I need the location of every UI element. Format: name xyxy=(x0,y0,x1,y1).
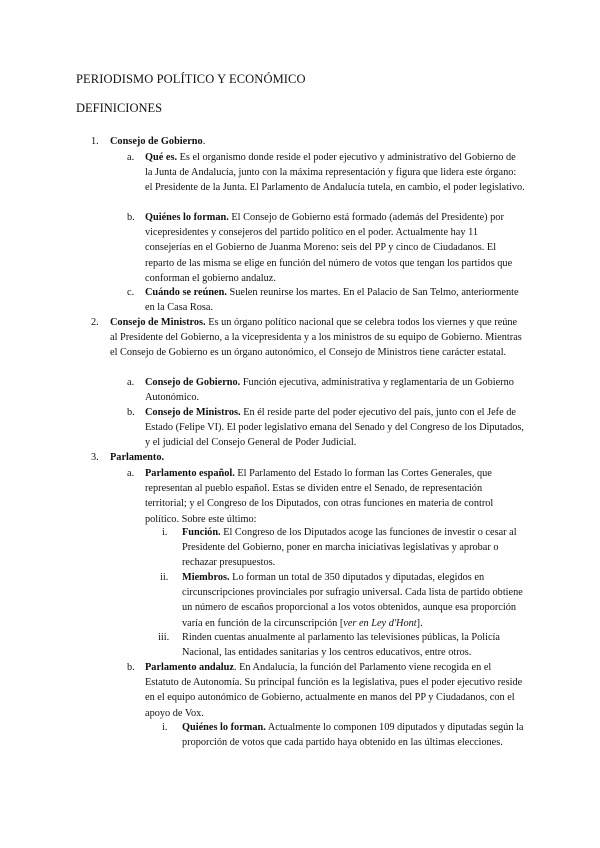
item-text: . xyxy=(202,136,206,147)
sublist-roman: i. xyxy=(162,722,168,733)
list-item-parlamento xyxy=(110,450,525,465)
sublist-letter: a. xyxy=(127,468,135,479)
item-text: Es un órgano político nacional que se celebra todos los viernes y que reúne al Presidente del Gobierno, a la vicepresidenta y a los ministros de su equipo de Gobierno. Mientras el Consejo de Gobierno es un órgano autonómico, el Consejo de Ministros tiene carácter estatal. xyxy=(110,317,522,359)
sub-sub-item-text: El Congreso de los Diputados acoge las funciones de investir o cesar al Presidente del Gobierno, poner en marcha iniciativas legislativas y aprobar o rechazar presupuestos. xyxy=(182,527,517,569)
sublist-letter: a. xyxy=(127,377,135,388)
sub-item-cuando-se-reunen xyxy=(145,285,525,315)
sublist-roman: ii. xyxy=(160,572,169,583)
sub-sub-item-text: Lo forman un total de 350 diputados y diputadas, elegidos en circunscripciones provinciales por sufragio universal. Cada lista de partido obtiene un número de escaños proporcional a los votos obtenidos, aunque esa proporción varía en función de la circunscripción [ xyxy=(182,572,523,629)
sub-item-que-es xyxy=(145,150,525,196)
sub-item-label: Qué es. xyxy=(145,152,178,163)
sub-sub-item-miembros xyxy=(182,570,525,631)
sub-sub-item-italic: ver en Ley d'Hont xyxy=(343,617,417,629)
sub-item-text: . En Andalucía, la función del Parlamento viene recogida en el Estatuto de Autonomía. Su principal función es la legislativa, pues el poder ejecutivo reside en el equipo autonómico de Gobierno, actualmente en manos del PP y Ciudadanos, con el apoyo de Vox. xyxy=(145,662,523,719)
sublist-roman: i. xyxy=(162,527,168,538)
sub-sub-item-text: Actualmente lo componen 109 diputados y diputadas según la proporción de votos que cada partido haya obtenido en las últimas elecciones. xyxy=(182,722,524,749)
sub-item-label: Consejo de Gobierno. xyxy=(145,377,241,388)
sub-item-label: Consejo de Ministros. xyxy=(145,407,241,418)
sub-sub-item-text: Rinden cuentas anualmente al parlamento las televisiones públicas, la Policía Nacional, las entidades sanitarias y los centros educativos, entre otros. xyxy=(182,632,500,659)
sub-item-quienes-lo-forman xyxy=(145,210,525,286)
sublist-letter: b. xyxy=(127,662,135,673)
list-number: 1. xyxy=(91,136,99,147)
sub-item-parlamento-espanol xyxy=(145,466,525,527)
sub-sub-item-label: Función. xyxy=(182,527,221,538)
list-number: 2. xyxy=(91,317,99,328)
sublist-letter: c. xyxy=(127,287,135,298)
sublist-letter: b. xyxy=(127,212,135,223)
sub-item-text: En él reside parte del poder ejecutivo del país, junto con el Jefe de Estado (Felipe VI). El poder legislativo emana del Senado y del Congreso de los Diputados, y el judicial del Consejo General de Poder Judicial. xyxy=(145,407,524,449)
sub-sub-item-label: Quiénes lo forman. xyxy=(182,722,266,733)
sublist-roman: iii. xyxy=(158,632,170,643)
list-item-consejo-gobierno xyxy=(110,134,520,149)
sub-item-consejo-ministros xyxy=(145,405,525,451)
sub-item-text: Suelen reunirse los martes. En el Palacio de San Telmo, anteriormente en la Casa Rosa. xyxy=(145,287,519,314)
sub-sub-item-quienes-lo-forman xyxy=(182,720,525,750)
sublist-letter: a. xyxy=(127,152,135,163)
sub-item-label: Parlamento andaluz xyxy=(145,662,234,673)
list-item-consejo-ministros xyxy=(110,315,525,361)
list-number: 3. xyxy=(91,452,99,463)
sub-item-label: Quiénes lo forman. xyxy=(145,212,229,223)
sub-item-text: El Parlamento del Estado lo forman las Cortes Generales, que representan al pueblo español. Estas se dividen entre el Senado, de representación territorial; y el Congreso de los Diputados, con otras funciones en materia de control político. Sobre este último: xyxy=(145,468,494,525)
document-title: PERIODISMO POLÍTICO Y ECONÓMICO xyxy=(76,72,306,86)
item-label: Parlamento. xyxy=(110,452,165,463)
sub-item-parlamento-andaluz xyxy=(145,660,525,721)
item-label: Consejo de Gobierno xyxy=(110,136,203,147)
sub-sub-item-funcion xyxy=(182,525,525,571)
sub-item-text: Es el organismo donde reside el poder ejecutivo y administrativo del Gobierno de la Junta de Andalucía, junto con la máxima representación y figura que lidera este órgano: el Presidente de la Junta. El Parlamento de Andalucía tutela, en cambio, el poder legislativo. xyxy=(145,152,525,194)
sub-sub-item-label: Miembros. xyxy=(182,572,230,583)
sub-item-label: Parlamento español. xyxy=(145,468,235,479)
sub-item-label: Cuándo se reúnen. xyxy=(145,287,227,298)
sub-item-text: Función ejecutiva, administrativa y reglamentaria de un Gobierno Autonómico. xyxy=(145,377,514,404)
section-heading: DEFINICIONES xyxy=(76,101,163,115)
sublist-letter: b. xyxy=(127,407,135,418)
sub-item-text: El Consejo de Gobierno está formado (además del Presidente) por vicepresidentes y consejeros del partido político en el poder. Actualmente hay 11 consejerías en el Gobierno de Juanma Moreno: seis del PP y cinco de Ciudadanos. El reparto de las misma se elige en función del número de votos que tengan los partidos que conforman el gobierno andaluz. xyxy=(145,212,513,284)
sub-sub-item-after: ]. xyxy=(416,617,423,629)
sub-sub-item-rinden-cuentas xyxy=(182,630,525,660)
sub-item-consejo-gobierno xyxy=(145,375,525,405)
item-label: Consejo de Ministros. xyxy=(110,317,206,328)
